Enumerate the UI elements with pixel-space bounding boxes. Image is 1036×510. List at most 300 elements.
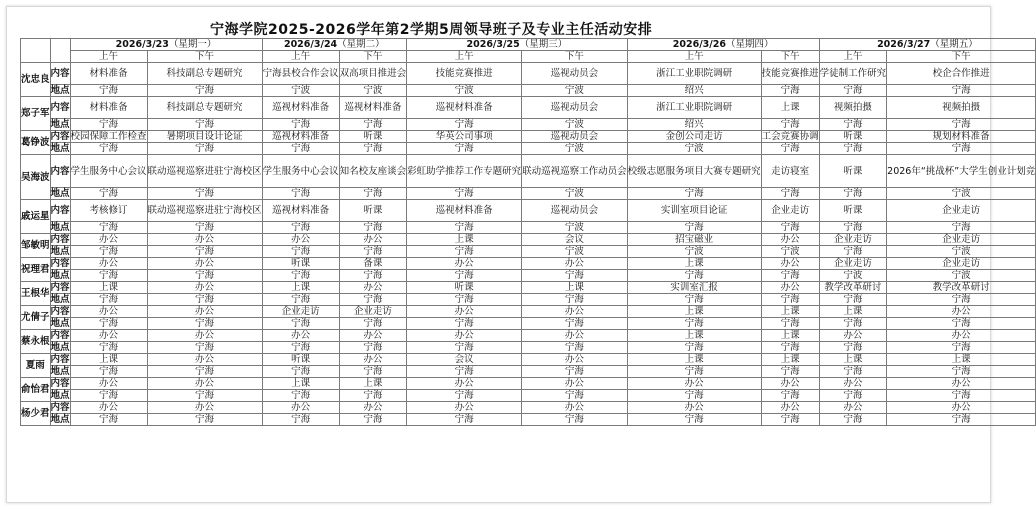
activity-cell: 办公 — [339, 330, 407, 342]
activity-cell: 办公 — [819, 330, 887, 342]
location-label: 地点 — [50, 270, 70, 281]
location-cell: 宁海 — [819, 246, 887, 258]
activity-cell: 彩虹助学推荐工作专题研究 — [407, 155, 522, 188]
location-cell: 宁海 — [627, 366, 761, 378]
location-cell: 宁海 — [887, 143, 1036, 155]
activity-cell: 办公 — [887, 330, 1036, 342]
location-cell: 宁海 — [887, 119, 1036, 131]
activity-cell: 办公 — [819, 378, 887, 390]
activity-cell: 办公 — [761, 234, 819, 246]
location-label: 地点 — [50, 246, 70, 257]
location-cell: 宁海 — [819, 294, 887, 306]
person-name: 郑子军 — [21, 97, 51, 131]
half-day-header: 上午 — [262, 51, 339, 63]
activity-cell: 视频拍摄 — [819, 97, 887, 119]
location-row — [21, 342, 1036, 354]
location-cell: 宁波 — [522, 85, 628, 97]
activity-cell: 上课 — [761, 97, 819, 119]
activity-cell: 企业走访 — [262, 306, 339, 318]
activity-cell: 办公 — [407, 306, 522, 318]
activity-cell: 办公 — [147, 306, 262, 318]
location-label: 地点 — [50, 85, 70, 96]
location-cell: 宁海 — [147, 246, 262, 258]
content-label: 内容 — [50, 131, 70, 142]
location-label: 地点 — [50, 318, 70, 329]
location-cell: 宁海 — [70, 246, 147, 258]
activity-cell: 科技副总专题研究 — [147, 97, 262, 119]
content-label: 内容 — [50, 330, 70, 341]
location-cell: 宁海 — [70, 143, 147, 155]
location-cell: 宁海 — [627, 270, 761, 282]
person-name: 杨少君 — [21, 402, 51, 426]
activity-cell: 办公 — [339, 282, 407, 294]
location-cell: 宁海 — [339, 188, 407, 200]
date-header-cell — [407, 39, 628, 51]
half-day-header: 下午 — [761, 51, 819, 63]
weekday-label: （星期三） — [519, 39, 568, 50]
activity-cell: 校级志愿服务项目大赛专题研究 — [627, 155, 761, 188]
content-row — [21, 306, 1036, 318]
activity-cell: 巡视动员会 — [522, 63, 628, 85]
location-label: 地点 — [50, 222, 70, 233]
activity-cell: 上课 — [522, 282, 628, 294]
location-cell: 宁海 — [819, 414, 887, 426]
activity-cell: 办公 — [522, 402, 628, 414]
activity-cell: 办公 — [70, 306, 147, 318]
activity-cell: 办公 — [262, 330, 339, 342]
location-cell: 宁波 — [887, 188, 1036, 200]
location-cell: 宁海 — [522, 414, 628, 426]
activity-cell: 上课 — [627, 354, 761, 366]
location-row — [21, 318, 1036, 330]
location-cell: 宁海 — [522, 342, 628, 354]
location-cell: 宁海 — [262, 119, 339, 131]
activity-cell: 上课 — [761, 354, 819, 366]
activity-cell: 办公 — [522, 354, 628, 366]
location-cell: 宁波 — [522, 222, 628, 234]
location-cell: 宁海 — [70, 366, 147, 378]
activity-cell: 联动巡视巡察进驻宁海校区 — [147, 200, 262, 222]
activity-cell: 规划材料准备 — [887, 131, 1036, 143]
location-cell: 宁海 — [147, 119, 262, 131]
date-label: 2026/3/25 — [466, 39, 520, 50]
location-cell: 宁海 — [819, 188, 887, 200]
location-cell: 宁海 — [819, 342, 887, 354]
location-cell: 宁海 — [887, 294, 1036, 306]
location-cell: 宁海 — [262, 246, 339, 258]
location-cell: 宁海 — [70, 318, 147, 330]
activity-cell: 办公 — [887, 306, 1036, 318]
location-row — [21, 294, 1036, 306]
activity-cell: 企业走访 — [819, 258, 887, 270]
location-cell: 宁海 — [627, 294, 761, 306]
activity-cell: 会议 — [407, 354, 522, 366]
activity-cell: 办公 — [147, 402, 262, 414]
location-cell: 宁海 — [147, 366, 262, 378]
activity-cell: 视频拍摄 — [887, 97, 1036, 119]
half-day-header: 下午 — [522, 51, 628, 63]
location-cell: 宁海 — [887, 222, 1036, 234]
activity-cell: 听课 — [819, 200, 887, 222]
content-row — [21, 234, 1036, 246]
location-cell: 宁海 — [407, 294, 522, 306]
content-row — [21, 258, 1036, 270]
location-cell: 宁海 — [407, 119, 522, 131]
activity-cell: 校园保障工作检查 — [70, 131, 147, 142]
location-cell: 宁波 — [407, 85, 522, 97]
activity-cell: 上课 — [339, 378, 407, 390]
half-day-header: 下午 — [147, 51, 262, 63]
location-cell: 宁海 — [147, 222, 262, 234]
half-day-header: 下午 — [339, 51, 407, 63]
activity-cell: 学生服务中心会议 — [70, 155, 147, 188]
content-label: 内容 — [50, 354, 70, 365]
half-day-header: 下午 — [887, 51, 1036, 63]
location-label: 地点 — [50, 366, 70, 377]
location-cell: 宁波 — [522, 188, 628, 200]
activity-cell: 上课 — [627, 306, 761, 318]
activity-cell: 听课 — [819, 131, 887, 143]
location-label: 地点 — [50, 342, 70, 353]
activity-cell: 上课 — [819, 306, 887, 318]
activity-cell: 办公 — [262, 234, 339, 246]
content-label: 内容 — [50, 378, 70, 389]
content-label: 内容 — [50, 402, 70, 413]
activity-cell: 双高项目推进会 — [339, 63, 407, 85]
location-row — [21, 188, 1036, 200]
activity-cell: 办公 — [761, 258, 819, 270]
activity-cell: 技能竞赛推进 — [761, 63, 819, 85]
location-cell: 宁海 — [407, 318, 522, 330]
location-cell: 宁海 — [339, 366, 407, 378]
activity-cell: 听课 — [262, 354, 339, 366]
location-cell: 宁海 — [887, 342, 1036, 354]
activity-cell: 备课 — [339, 258, 407, 270]
location-cell: 宁海 — [819, 143, 887, 155]
person-name: 王根华 — [21, 282, 51, 306]
half-day-header: 上午 — [407, 51, 522, 63]
content-label: 内容 — [50, 234, 70, 245]
content-row — [21, 97, 1036, 119]
activity-cell: 办公 — [407, 258, 522, 270]
location-label: 地点 — [50, 119, 70, 130]
activity-cell: 办公 — [522, 330, 628, 342]
location-cell: 宁海 — [761, 318, 819, 330]
schedule-table — [20, 38, 1036, 426]
date-label: 2026/3/24 — [283, 39, 338, 50]
location-cell: 宁海 — [262, 143, 339, 155]
location-cell: 宁海 — [407, 390, 522, 402]
activity-cell: 金创公司走访 — [627, 131, 761, 143]
activity-cell: 学徒制工作研究 — [819, 63, 887, 85]
location-cell: 宁海 — [70, 294, 147, 306]
location-label: 地点 — [50, 414, 70, 425]
location-cell: 宁海 — [887, 414, 1036, 426]
activity-cell: 上课 — [819, 354, 887, 366]
location-cell: 宁波 — [522, 246, 628, 258]
location-cell: 宁海 — [761, 85, 819, 97]
location-cell: 宁海 — [761, 188, 819, 200]
activity-cell: 听课 — [819, 155, 887, 188]
activity-cell: 办公 — [339, 402, 407, 414]
activity-cell: 会议 — [522, 234, 628, 246]
person-name: 尤倩子 — [21, 306, 51, 330]
location-cell: 宁海 — [761, 143, 819, 155]
location-cell: 宁海 — [70, 270, 147, 282]
activity-cell: 巡视材料准备 — [262, 97, 339, 119]
content-label: 内容 — [50, 63, 70, 85]
content-row — [21, 378, 1036, 390]
activity-cell: 办公 — [522, 306, 628, 318]
location-cell: 宁海 — [262, 294, 339, 306]
date-label: 2026/3/23 — [115, 39, 169, 50]
activity-cell: 办公 — [70, 258, 147, 270]
activity-cell: 办公 — [761, 402, 819, 414]
activity-cell: 科技副总专题研究 — [147, 63, 262, 85]
activity-cell: 办公 — [627, 402, 761, 414]
location-cell: 宁海 — [627, 318, 761, 330]
person-name: 沈忠良 — [21, 63, 51, 97]
content-row — [21, 330, 1036, 342]
person-name: 夏雨 — [21, 354, 51, 378]
location-cell: 宁海 — [761, 390, 819, 402]
content-label: 内容 — [50, 97, 70, 119]
activity-cell: 办公 — [407, 378, 522, 390]
activity-cell: 上课 — [887, 354, 1036, 366]
location-cell: 宁海 — [761, 270, 819, 282]
activity-cell: 实训室汇报 — [627, 282, 761, 294]
content-row — [21, 131, 1036, 143]
location-cell: 宁海 — [627, 390, 761, 402]
activity-cell: 考核修订 — [70, 200, 147, 222]
location-cell: 宁海 — [407, 188, 522, 200]
location-cell: 宁海 — [522, 318, 628, 330]
activity-cell: 巡视材料准备 — [407, 200, 522, 222]
activity-cell: 巡视材料准备 — [407, 97, 522, 119]
location-cell: 宁海 — [407, 366, 522, 378]
activity-cell: 实训室项目论证 — [627, 200, 761, 222]
activity-cell: 办公 — [887, 402, 1036, 414]
content-label: 内容 — [50, 282, 70, 293]
activity-cell: 办公 — [522, 258, 628, 270]
location-row — [21, 246, 1036, 258]
content-row — [21, 402, 1036, 414]
activity-cell: 联动巡视巡察进驻宁海校区 — [147, 155, 262, 188]
activity-cell: 上课 — [262, 378, 339, 390]
location-row — [21, 270, 1036, 282]
content-row — [21, 155, 1036, 188]
weekday-label: （星期二） — [337, 39, 385, 50]
activity-cell: 巡视材料准备 — [262, 131, 339, 143]
location-cell: 宁海 — [147, 143, 262, 155]
location-label: 地点 — [50, 143, 70, 154]
activity-cell: 企业走访 — [887, 258, 1036, 270]
location-cell: 宁波 — [627, 246, 761, 258]
location-row — [21, 222, 1036, 234]
person-name: 蔡永根 — [21, 330, 51, 354]
location-cell: 宁海 — [339, 390, 407, 402]
location-cell: 宁海 — [887, 318, 1036, 330]
location-cell: 宁海 — [407, 143, 522, 155]
person-name: 戚运星 — [21, 200, 51, 234]
location-cell: 宁海 — [819, 318, 887, 330]
location-cell: 绍兴 — [627, 85, 761, 97]
activity-cell: 办公 — [761, 282, 819, 294]
location-label: 地点 — [50, 188, 70, 199]
location-cell: 宁海 — [887, 85, 1036, 97]
location-cell: 宁海 — [262, 414, 339, 426]
location-cell: 宁海 — [407, 270, 522, 282]
location-cell: 宁海 — [147, 294, 262, 306]
location-cell: 宁海 — [339, 119, 407, 131]
content-row — [21, 63, 1036, 85]
content-label: 内容 — [50, 306, 70, 317]
location-cell: 宁海 — [70, 342, 147, 354]
location-cell: 宁海 — [339, 342, 407, 354]
activity-cell: 招宝磁业 — [627, 234, 761, 246]
activity-cell: 办公 — [627, 378, 761, 390]
activity-cell: 上课 — [70, 354, 147, 366]
location-cell: 宁海 — [887, 390, 1036, 402]
date-header-cell — [819, 39, 1036, 51]
content-label: 内容 — [50, 200, 70, 222]
content-label: 内容 — [50, 258, 70, 269]
activity-cell: 华英公司事项 — [407, 131, 522, 143]
activity-cell: 听课 — [339, 131, 407, 143]
activity-cell: 巡视材料准备 — [339, 97, 407, 119]
activity-cell: 办公 — [70, 402, 147, 414]
location-cell: 宁海 — [262, 222, 339, 234]
half-day-header-row — [21, 51, 1036, 63]
location-cell: 宁海 — [147, 342, 262, 354]
location-cell: 宁波 — [887, 246, 1036, 258]
activity-cell: 巡视材料准备 — [262, 200, 339, 222]
location-cell: 宁海 — [339, 246, 407, 258]
person-name: 吴海波 — [21, 155, 51, 200]
activity-cell: 听课 — [262, 258, 339, 270]
activity-cell: 办公 — [70, 378, 147, 390]
activity-cell: 办公 — [522, 378, 628, 390]
location-cell: 宁海 — [339, 222, 407, 234]
activity-cell: 企业走访 — [887, 200, 1036, 222]
location-cell: 宁海 — [761, 119, 819, 131]
schedule-body — [21, 39, 1036, 426]
location-cell: 宁海 — [262, 270, 339, 282]
activity-cell: 办公 — [407, 402, 522, 414]
activity-cell: 材料准备 — [70, 97, 147, 119]
location-cell: 宁海 — [761, 414, 819, 426]
location-cell: 宁海 — [887, 366, 1036, 378]
date-label: 2026/3/27 — [877, 39, 931, 50]
activity-cell: 联动巡视巡察工作动员会 — [522, 155, 628, 188]
date-label: 2026/3/26 — [672, 39, 726, 50]
activity-cell: 办公 — [147, 378, 262, 390]
location-row — [21, 366, 1036, 378]
activity-cell: 浙江工业职院调研 — [627, 97, 761, 119]
location-label: 地点 — [50, 390, 70, 401]
location-cell: 宁海 — [819, 119, 887, 131]
page-title: 宁海学院2025-2026学年第2学期5周领导班子及专业主任活动安排 — [210, 22, 653, 38]
activity-cell: 上课 — [761, 330, 819, 342]
location-cell: 宁海 — [819, 85, 887, 97]
activity-cell: 上课 — [407, 234, 522, 246]
half-day-header: 上午 — [627, 51, 761, 63]
location-cell: 宁海 — [819, 222, 887, 234]
location-cell: 宁海 — [147, 188, 262, 200]
location-cell: 宁海 — [339, 318, 407, 330]
date-header-cell — [262, 39, 407, 51]
weekday-label: （星期四） — [725, 39, 774, 50]
activity-cell: 技能竞赛推进 — [407, 63, 522, 85]
activity-cell: 企业走访 — [819, 234, 887, 246]
person-name: 俞怡君 — [21, 378, 51, 402]
location-cell: 宁海 — [761, 342, 819, 354]
activity-cell: 办公 — [147, 330, 262, 342]
activity-cell: 听课 — [339, 200, 407, 222]
location-cell: 宁波 — [262, 85, 339, 97]
location-cell: 宁波 — [819, 270, 887, 282]
location-cell: 宁海 — [147, 85, 262, 97]
activity-cell: 宁海县校合作会议 — [262, 63, 339, 85]
activity-cell: 办公 — [819, 402, 887, 414]
activity-cell: 办公 — [147, 234, 262, 246]
location-cell: 宁海 — [522, 366, 628, 378]
activity-cell: 巡视动员会 — [522, 97, 628, 119]
activity-cell: 暑期项目设计论证 — [147, 131, 262, 143]
half-day-header: 上午 — [819, 51, 887, 63]
content-row — [21, 354, 1036, 366]
location-cell: 宁海 — [339, 143, 407, 155]
activity-cell: 走访寝室 — [761, 155, 819, 188]
location-cell: 宁波 — [522, 143, 628, 155]
location-cell: 宁海 — [819, 366, 887, 378]
location-cell: 宁海 — [262, 188, 339, 200]
activity-cell: 上课 — [627, 330, 761, 342]
activity-cell: 上课 — [761, 306, 819, 318]
location-cell: 宁海 — [70, 119, 147, 131]
weekday-label: （星期五） — [930, 39, 978, 50]
content-row — [21, 200, 1036, 222]
location-cell: 宁海 — [407, 414, 522, 426]
location-cell: 宁海 — [761, 222, 819, 234]
location-cell: 宁海 — [627, 222, 761, 234]
location-cell: 宁海 — [627, 342, 761, 354]
location-cell: 宁海 — [761, 294, 819, 306]
location-cell: 宁海 — [70, 222, 147, 234]
activity-cell: 教学改革研讨 — [819, 282, 887, 294]
location-cell: 宁海 — [339, 270, 407, 282]
location-row — [21, 119, 1036, 131]
activity-cell: 听课 — [407, 282, 522, 294]
weekday-label: （星期一） — [168, 39, 217, 50]
person-name: 祝理君 — [21, 258, 51, 282]
activity-cell: 巡视动员会 — [522, 200, 628, 222]
location-cell: 宁波 — [339, 85, 407, 97]
location-cell: 宁海 — [339, 414, 407, 426]
location-cell: 宁海 — [262, 342, 339, 354]
activity-cell: 上课 — [262, 282, 339, 294]
activity-cell: 办公 — [70, 330, 147, 342]
location-cell: 宁海 — [407, 342, 522, 354]
corner-cell — [50, 39, 70, 63]
activity-cell: 办公 — [339, 234, 407, 246]
activity-cell: 企业走访 — [761, 200, 819, 222]
activity-cell: 上课 — [627, 258, 761, 270]
location-cell: 宁海 — [70, 85, 147, 97]
activity-cell: 上课 — [70, 282, 147, 294]
person-name: 葛铮波 — [21, 131, 51, 155]
activity-cell: 办公 — [407, 330, 522, 342]
